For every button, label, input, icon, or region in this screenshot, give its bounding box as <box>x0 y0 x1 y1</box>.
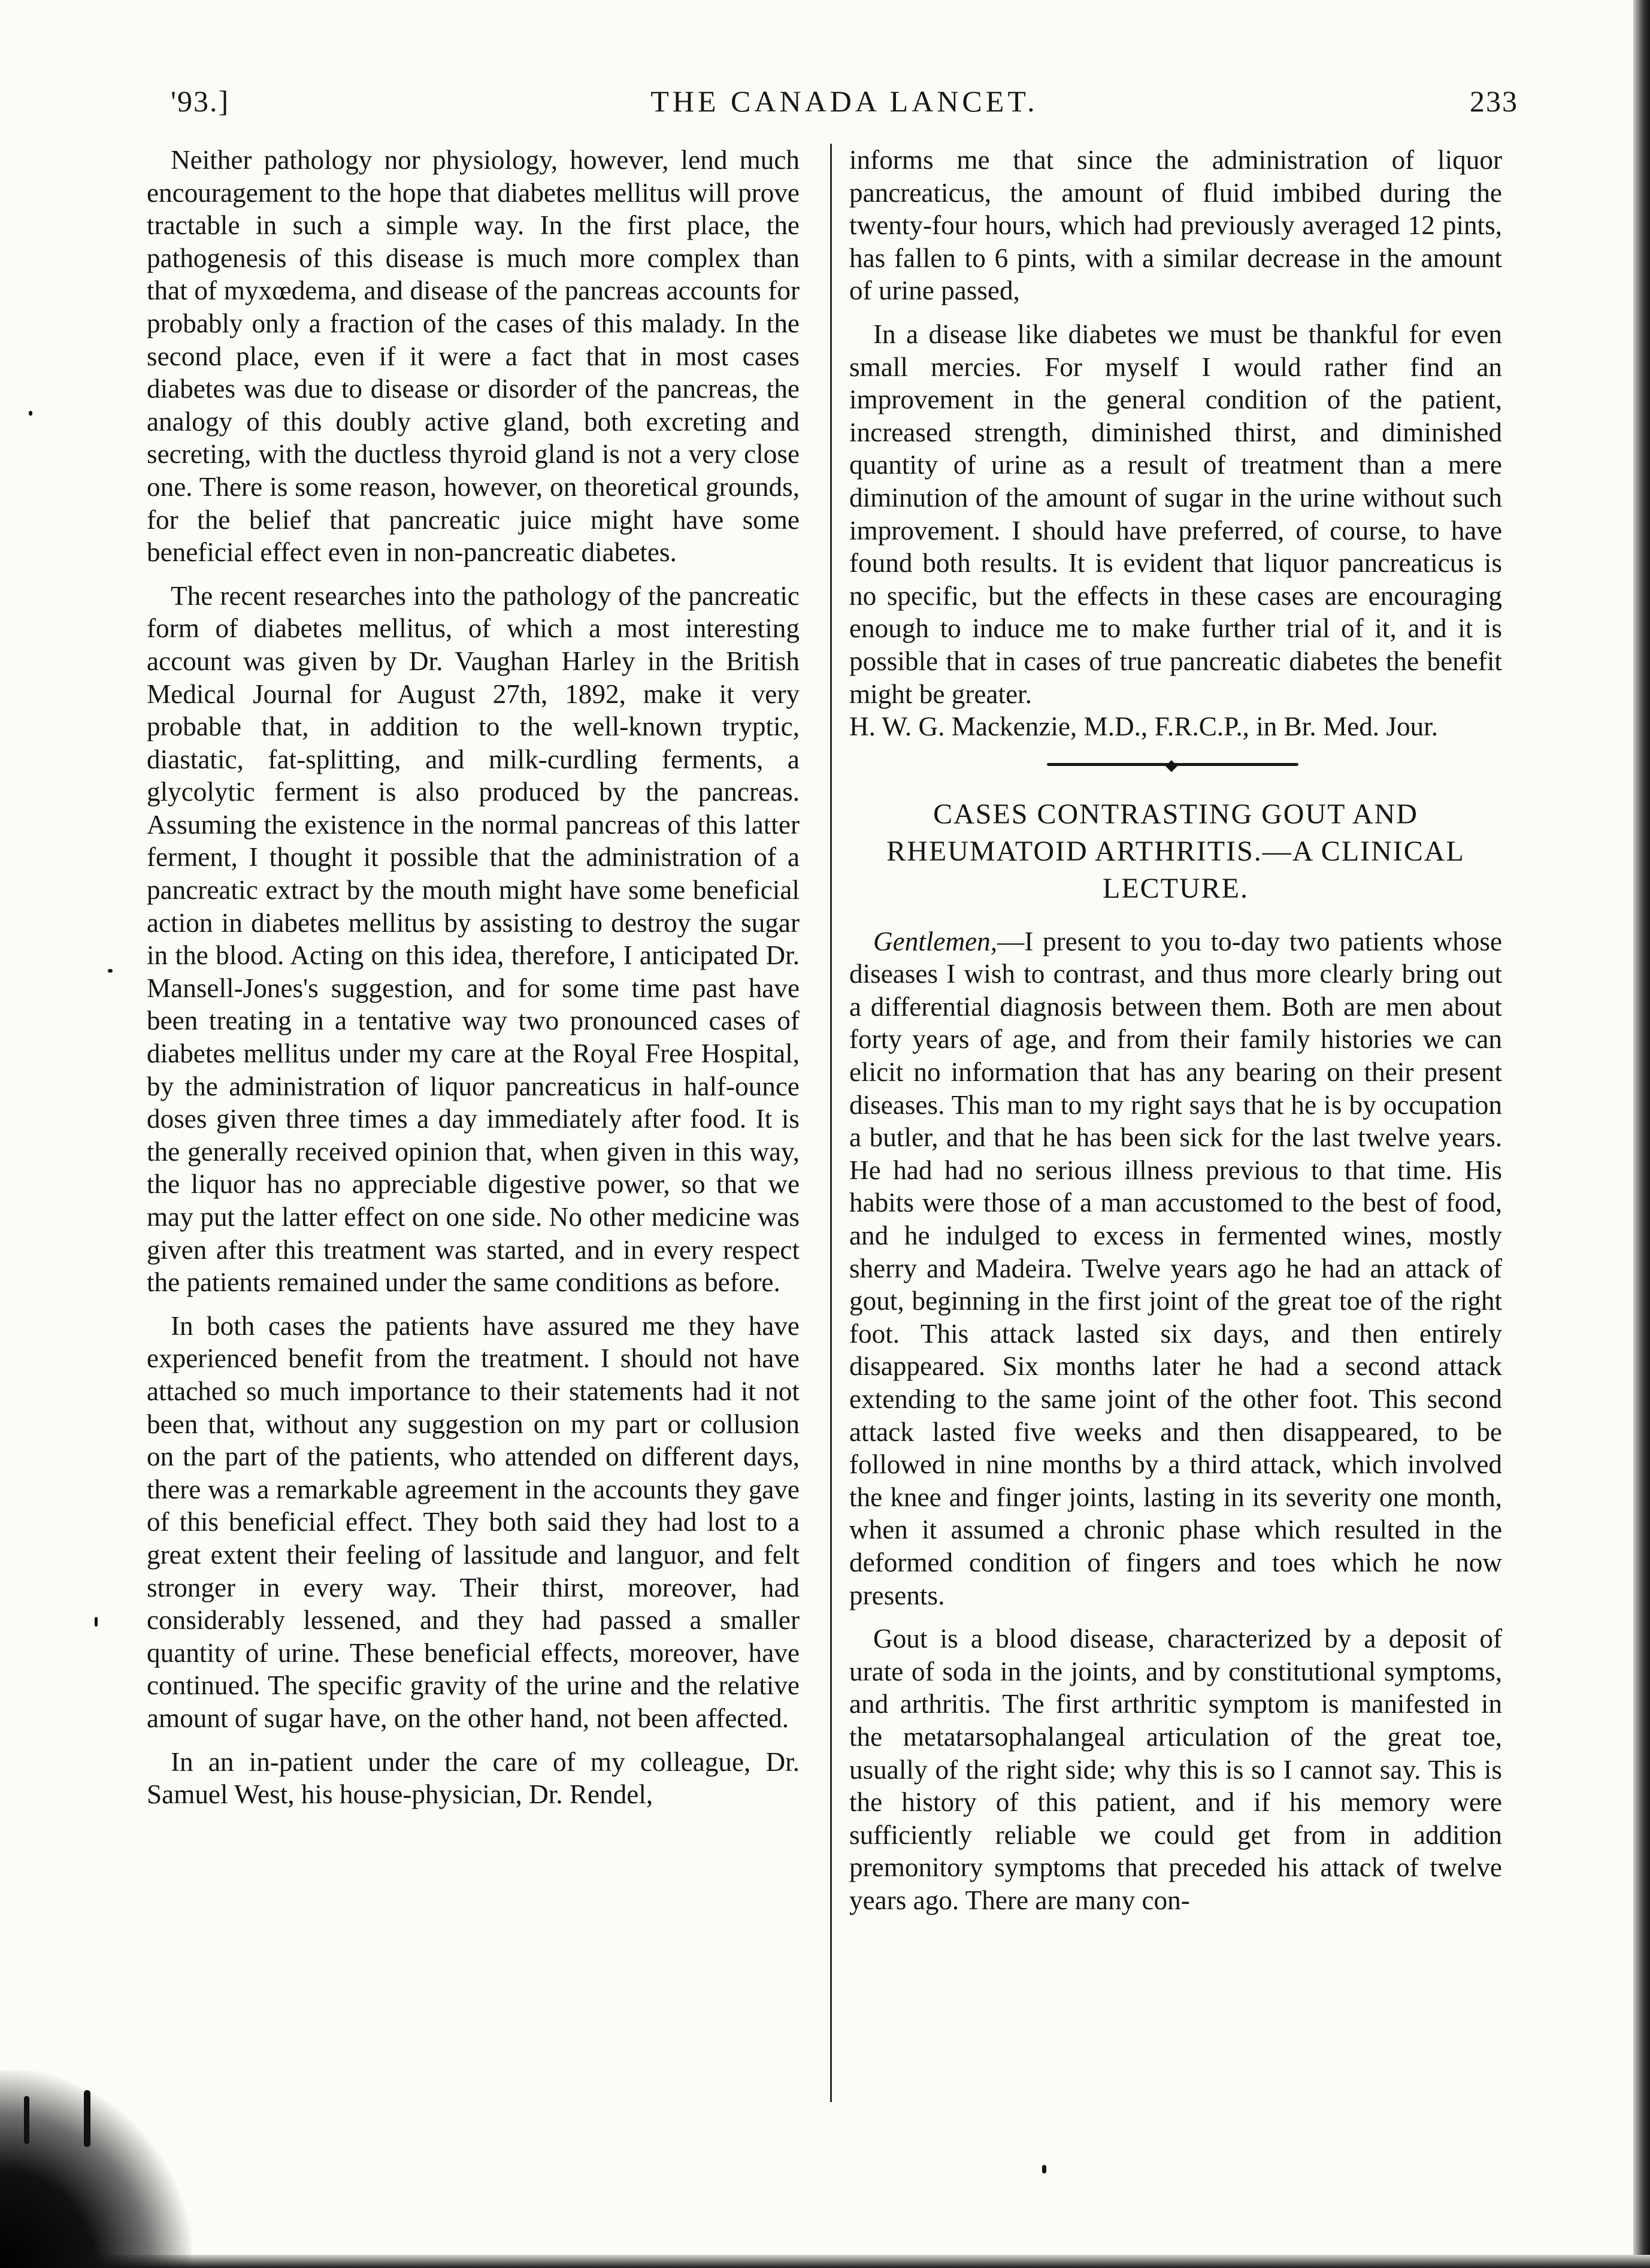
article-attribution: H. W. G. Mackenzie, M.D., F.R.C.P., in Br. Med. Jour. <box>849 711 1438 742</box>
right-column <box>849 144 1502 1917</box>
header-journal-title: THE CANADA LANCET. <box>650 84 1039 118</box>
scan-edge-right <box>1633 0 1650 2268</box>
margin-mark <box>24 2096 29 2144</box>
left-column <box>147 144 800 1811</box>
right-paragraph-2: In a disease like diabetes we must be thankful for even small mercies. For myself I would rather find an improvement in the general condition of the patient, increased strength, diminished thirst, and diminished quantity of urine as a result of treatment than a mere diminution of the amount of sugar in the urine without such improvement. I should have preferred, of course, to have found both results. It is evident that liquor pancreaticus is no specific, but the effects in these cases are encouraging enough to induce me to make further trial of it, and it is possible that in cases of true pancreatic diabetes the benefit might be greater. <box>849 319 1502 709</box>
ornament-diamond-icon: ◆ <box>1165 756 1177 774</box>
column-divider <box>830 144 832 2102</box>
margin-mark <box>1042 2165 1046 2173</box>
left-paragraph-2: The recent researches into the pathology of the pancreatic form of diabetes mellitus, of which a most interesting account was given by Dr. Vaughan Harley in the British Medical Journal for August 27th, 1892, make it very probable that, in addition to the well-known tryptic, diastatic, fat-splitting, and milk-curdling ferments, a glycolytic ferment is also produced by the pancreas. Assuming the existence in the normal pancreas of this latter ferment, I thought it possible that the administration of a pancreatic extract by the mouth might have some beneficial action in diabetes mellitus by assisting to destroy the sugar in the blood. Acting on this idea, therefore, I anticipated Dr. Mansell-Jones's suggestion, and for some time past have been treating in a tentative way two pronounced cases of diabetes mellitus under my care at the Royal Free Hospital, by the administration of liquor pancreaticus in half-ounce doses given three times a day immediately after food. It is the generally received opinion that, when given in this way, the liquor has no appreciable digestive power, so that we may put the latter effect on one side. No other medicine was given after this treatment was started, and in every respect the patients remained under the same conditions as before. <box>147 580 800 1298</box>
left-paragraph-3: In both cases the patients have assured me they have experienced benefit from the treatment. I should not have attached so much importance to their statements had it not been that, without any suggestion on my part or collusion on the part of the patients, who attended on different days, there was a remarkable agreement in the accounts they gave of this beneficial effect. They both said they had lost to a great extent their feeling of lassitude and languor, and felt stronger in every way. Their thirst, moreover, had considerably lessened, and they had passed a smaller quantity of urine. These beneficial effects, moreover, have continued. The specific gravity of the urine and the relative amount of sugar have, on the other hand, not been affected. <box>147 1310 800 1733</box>
article-heading: CASES CONTRASTING GOUT AND RHEUMATOID ARTHRITIS.—A CLINICAL LECTURE. <box>886 798 1465 904</box>
section-ornament <box>849 743 1502 785</box>
header-page-number: 233 <box>1470 84 1518 118</box>
header-year: '93.] <box>171 84 230 118</box>
scan-edge-bottom <box>0 2255 1650 2268</box>
margin-mark <box>84 2090 90 2147</box>
article-paragraph-1-text: —I present to you to-day two patients whose diseases I wish to contrast, and thus more clearly bring out a differential diagnosis between them. Both are men about forty years of age, and from their family histories we can elicit no information that has any bearing on their present diseases. This man to my right says that he is by occupation a butler, and that he has been sick for the last twelve years. He had had no serious illness previous to that time. His habits were those of a man accustomed to the best of food, and he indulged to excess in fermented wines, mostly sherry and Madeira. Twelve years ago he had an attack of gout, beginning in the first joint of the great toe of the right foot. This attack lasted six days, and then entirely disappeared. Six months later he had a second attack extending to the same joint of the other foot. This second attack lasted five weeks and then disappeared, to be followed in nine months by a third attack, which involved the knee and finger joints, lasting in its severity one month, when it assumed a chronic phase which resulted in the deformed condition of fingers and toes which he now presents. <box>849 926 1502 1610</box>
right-continuation: informs me that since the administration of liquor pancreaticus, the amount of fluid imbibed during the twenty-four hours, which had previously averaged 12 pints, has fallen to 6 pints, with a similar decrease in the amount of urine passed, <box>849 145 1502 306</box>
left-paragraph-1: Neither pathology nor physiology, however, lend much encouragement to the hope that diabetes mellitus will prove tractable in such a simple way. In the first place, the pathogenesis of this disease is much more complex than that of myxœdema, and disease of the pancreas accounts for probably only a fraction of the cases of this malady. In the second place, even if it were a fact that in most cases diabetes was due to disease or disorder of the pancreas, the analogy of this doubly active gland, both excreting and secreting, with the ductless thyroid gland is not a very close one. There is some reason, however, on theoretical grounds, for the belief that pancreatic juice might have some beneficial effect even in non-pancreatic diabetes. <box>147 145 800 568</box>
running-header <box>171 84 1518 126</box>
margin-mark <box>29 411 32 416</box>
left-paragraph-4: In an in-patient under the care of my colleague, Dr. Samuel West, his house-physician, Dr. Rendel, <box>147 1746 800 1810</box>
margin-mark <box>108 969 113 973</box>
salutation: Gentlemen, <box>873 926 998 956</box>
margin-mark <box>95 1617 98 1627</box>
article-paragraph-1 <box>849 925 1502 1612</box>
article-paragraph-2: Gout is a blood disease, characterized by a deposit of urate of soda in the joints, and by constitutional symptoms, and arthritis. The first arthritic symptom is manifested in the metatarsophalangeal articulation of the great toe, usually of the right side; why this is so I cannot say. This is the history of this patient, and if his memory were sufficiently reliable we could get from in addition premonitory symptoms that preceded his attack of twelve years ago. There are many con- <box>849 1624 1502 1915</box>
